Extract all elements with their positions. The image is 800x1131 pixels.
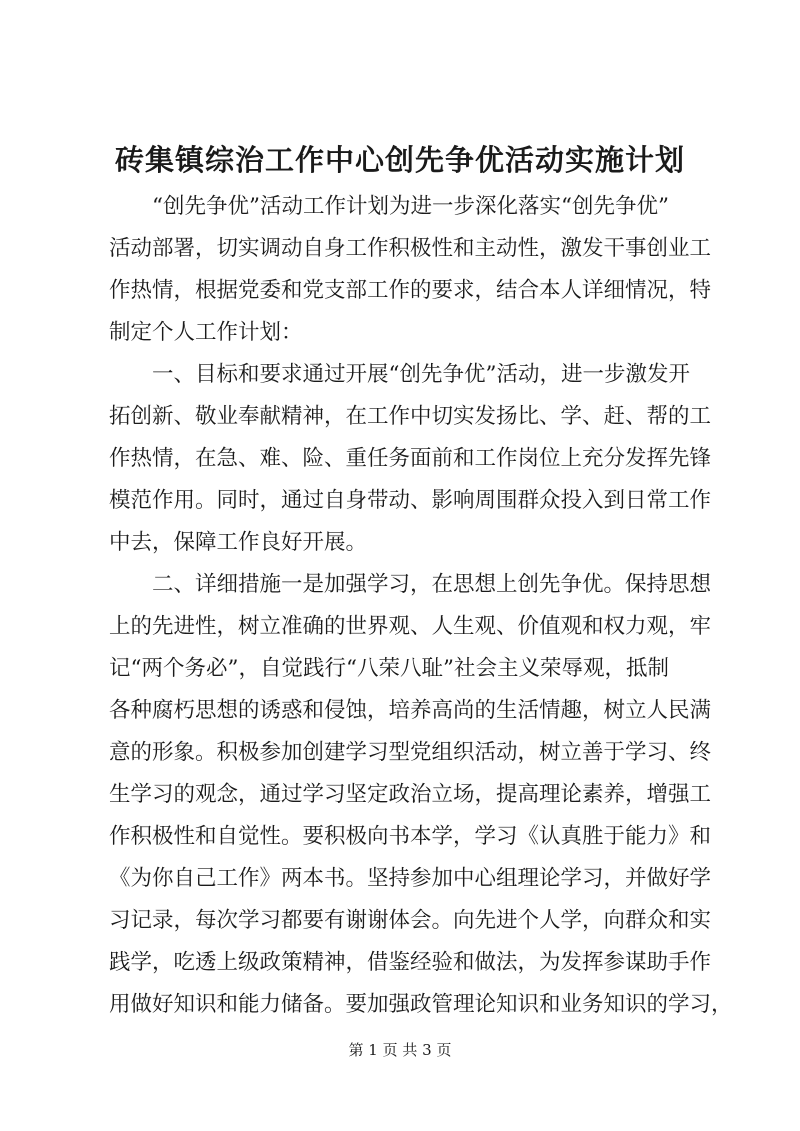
- text-line: 一、目标和要求通过开展“创先争优”活动，进一步激发开: [152, 362, 690, 387]
- document-body: [109, 186, 733, 1026]
- text-line: 拓创新、敬业奉献精神，在工作中切实发扬比、学、赶、帮的工: [109, 404, 712, 429]
- page-title: 砖集镇综治工作中心创先争优活动实施计划: [114, 143, 685, 177]
- text-line: 各种腐朽思想的诱惑和侵蚀，培养高尚的生活情趣，树立人民满: [109, 698, 712, 723]
- page-footer: 第 1 页 共 3 页: [348, 1041, 452, 1059]
- text-line: 习记录，每次学习都要有谢谢体会。向先进个人学，向群众和实: [109, 908, 712, 933]
- paragraph-measures: [109, 564, 733, 1026]
- text-line: 模范作用。同时，通过自身带动、影响周围群众投入到日常工作: [109, 488, 712, 513]
- text-line: 活动部署，切实调动自身工作积极性和主动性，激发干事创业工: [109, 236, 712, 261]
- text-line: 记“两个务必”，自觉践行“八荣八耻”社会主义荣辱观，抵制: [109, 656, 669, 681]
- text-line: 中去，保障工作良好开展。: [109, 530, 368, 555]
- text-line: 上的先进性，树立准确的世界观、人生观、价值观和权力观，牢: [109, 614, 712, 639]
- text-line: 作积极性和自觉性。要积极向书本学，学习《认真胜于能力》和: [109, 824, 712, 849]
- text-line: 《为你自己工作》两本书。坚持参加中心组理论学习，并做好学: [109, 866, 712, 891]
- text-line: “创先争优”活动工作计划为进一步深化落实“创先争优”: [152, 194, 669, 219]
- text-line: 制定个人工作计划：: [109, 320, 303, 345]
- text-line: 生学习的观念，通过学习坚定政治立场，提高理论素养，增强工: [109, 782, 712, 807]
- text-line: 用做好知识和能力储备。要加强政管理论知识和业务知识的学习，: [109, 992, 733, 1017]
- text-line: 作热情，根据党委和党支部工作的要求，结合本人详细情况，特: [109, 278, 712, 303]
- text-line: 意的形象。积极参加创建学习型党组织活动，树立善于学习、终: [109, 740, 712, 765]
- paragraph-goals: [109, 354, 712, 564]
- text-line: 二、详细措施一是加强学习，在思想上创先争优。保持思想: [152, 572, 712, 597]
- paragraph-intro: [109, 186, 712, 354]
- text-line: 作热情，在急、难、险、重任务面前和工作岗位上充分发挥先锋: [109, 446, 712, 471]
- text-line: 践学，吃透上级政策精神，借鉴经验和做法，为发挥参谋助手作: [109, 950, 712, 975]
